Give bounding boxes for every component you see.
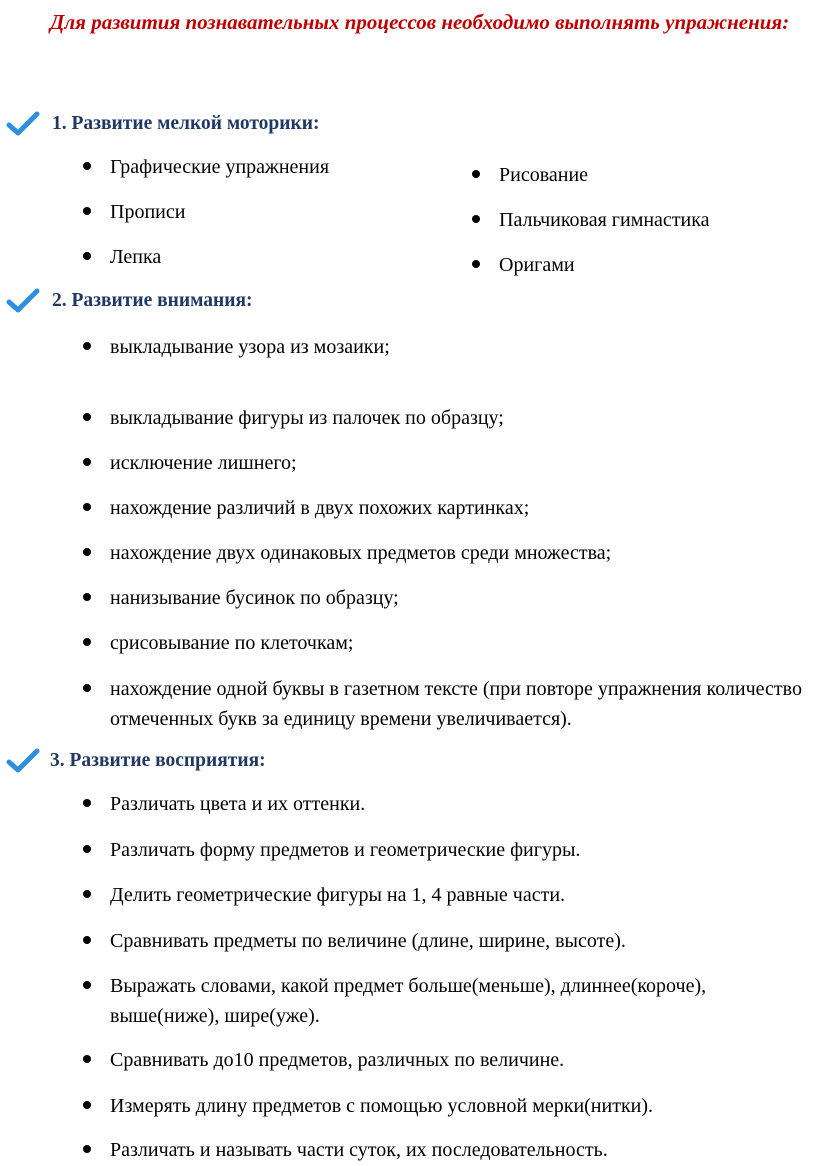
bullet	[83, 1145, 91, 1153]
bullet	[83, 548, 91, 556]
list-item: Различать цвета и их оттенки.	[82, 789, 365, 819]
list-item: нанизывание бусинок по образцу;	[82, 583, 399, 613]
bullet	[83, 503, 91, 511]
bullet	[83, 936, 91, 944]
list-item: Делить геометрические фигуры на 1, 4 равные части.	[82, 880, 565, 910]
list-item: Сравнивать предметы по величине (длине, ширине, высоте).	[82, 926, 626, 956]
bullet	[83, 1055, 91, 1063]
intro-text: Для развития познавательных процессов необходимо выполнять упражнения:	[50, 10, 790, 34]
bullet	[83, 207, 91, 215]
section-title: 2. Развитие внимания:	[52, 290, 253, 311]
checkmark-icon	[6, 110, 40, 138]
bullet	[472, 260, 480, 268]
bullet	[472, 215, 480, 223]
list-item: нахождение различий в двух похожих картинках;	[82, 493, 529, 523]
bullet	[83, 890, 91, 898]
list-item: нахождение двух одинаковых предметов среди множества;	[82, 538, 611, 568]
bullet	[83, 593, 91, 601]
checkmark-icon	[6, 747, 40, 775]
list-item: Различать и называть части суток, их последовательность.	[82, 1135, 608, 1165]
bullet	[83, 252, 91, 260]
bullet	[83, 458, 91, 466]
list-item: выкладывание фигуры из палочек по образцу;	[82, 403, 504, 433]
bullet	[83, 342, 91, 350]
list-item: исключение лишнего;	[82, 448, 297, 478]
list-item: Графические упражнения	[82, 152, 329, 182]
list-item: Выражать словами, какой предмет больше(меньше), длиннее(короче), выше(ниже), шире(уже).	[82, 971, 810, 1031]
bullet	[83, 845, 91, 853]
list-item: Оригами	[471, 250, 575, 280]
list-item: Пальчиковая гимнастика	[471, 205, 710, 235]
bullet	[83, 413, 91, 421]
list-item: Различать форму предметов и геометрические фигуры.	[82, 835, 580, 865]
bullet	[83, 638, 91, 646]
list-item: выкладывание узора из мозаики;	[82, 332, 390, 362]
bullet	[83, 162, 91, 170]
bullet	[83, 684, 91, 692]
list-item: Сравнивать до10 предметов, различных по величине.	[82, 1045, 564, 1075]
bullet	[83, 981, 91, 989]
list-item: Рисование	[471, 160, 588, 190]
list-item: Лепка	[82, 242, 161, 272]
list-item: Измерять длину предметов с помощью условной мерки(нитки).	[82, 1091, 653, 1121]
checkmark-icon	[6, 287, 40, 315]
list-item: нахождение одной буквы в газетном тексте (при повторе упражнения количество отмеченных букв за единицу времени увеличивается).	[82, 674, 810, 734]
list-item: срисовывание по клеточкам;	[82, 628, 353, 658]
bullet	[83, 799, 91, 807]
section-title: 1. Развитие мелкой моторики:	[52, 113, 320, 134]
bullet	[472, 170, 480, 178]
section-title: 3. Развитие восприятия:	[50, 750, 266, 771]
list-item: Прописи	[82, 197, 185, 227]
bullet	[83, 1101, 91, 1109]
